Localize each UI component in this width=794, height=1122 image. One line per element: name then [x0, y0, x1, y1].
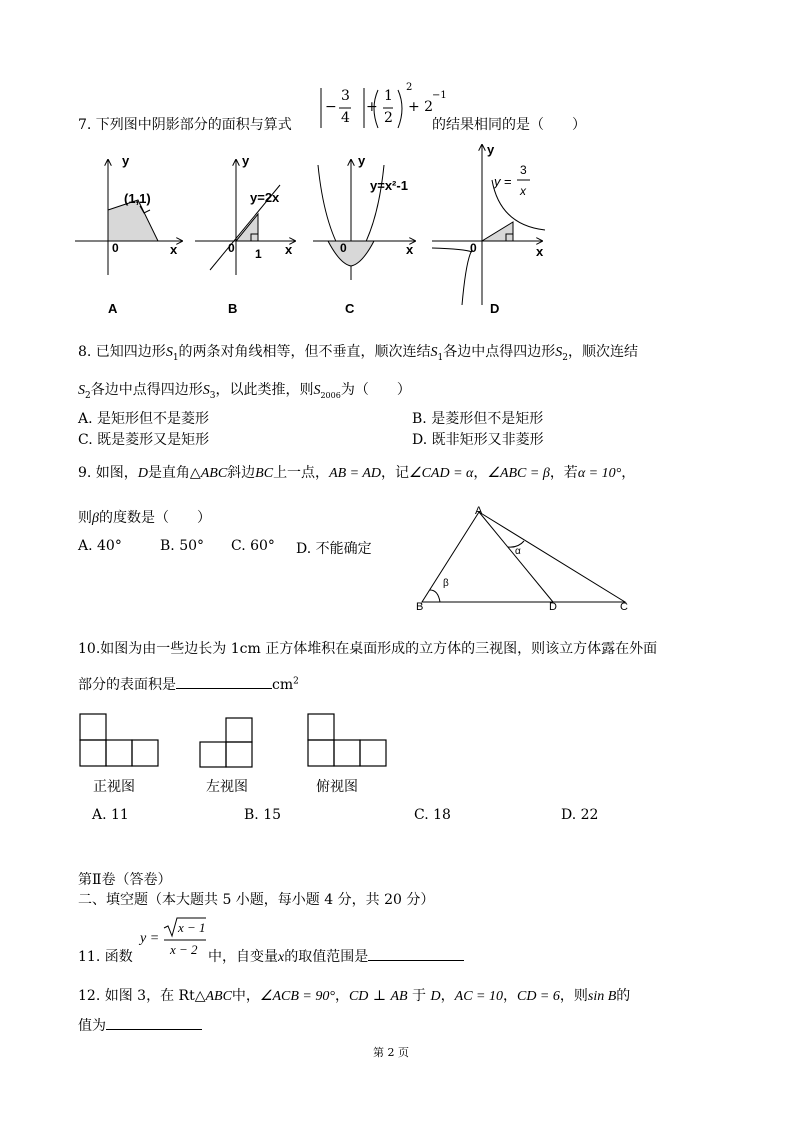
q9-triangle-figure — [410, 500, 640, 615]
s1-symbol: S — [165, 345, 173, 360]
q8-line2: $S_2$各边中点得四边形$S_3$，以此类推，则$S_{2006}$为（ ） — [78, 382, 411, 401]
q12-line1: 12. 如图 3，在 Rt△ABC中，∠ACB = 90°，CD ⊥ AB 于 D，AC = 10，CD = 6，则sin B的 — [78, 988, 631, 1004]
graph-a-x-label: x — [170, 242, 178, 257]
q11-rest: 中，自变量x的取值范围是 — [208, 946, 464, 966]
q9-option-b[interactable]: B. 50° — [160, 538, 205, 554]
graph-d-eq-num: 3 — [520, 163, 527, 177]
q10-option-b[interactable]: B. 15 — [244, 807, 282, 823]
fig-angle-beta: β — [443, 578, 449, 589]
q9-line1: 9. 如图，D是直角△ABC斜边BC上一点，AB = AD，记∠CAD = α，∠ABC = β，若α = 10°， — [78, 465, 636, 481]
section-subtitle: 二、填空题（本大题共 5 小题，每小题 4 分，共 20 分） — [78, 892, 435, 908]
q7-exponent: −1 — [432, 90, 447, 101]
fig-point-a: A — [475, 505, 483, 517]
graph-c — [313, 153, 415, 316]
q10-line1: 10.如图为由一些边长为 1cm 正方体堆积在桌面形成的立方体的三视图，则该立方体露在外面 — [78, 641, 658, 657]
q7-half-den: 2 — [384, 110, 393, 126]
graph-a-origin: 0 — [112, 241, 119, 255]
graph-b-line-label: y=2x — [250, 190, 280, 205]
top-view-label: 俯视图 — [316, 779, 358, 795]
graph-c-origin: 0 — [340, 241, 347, 255]
q9-option-a[interactable]: A. 40° — [78, 538, 122, 554]
q11-answer-blank[interactable] — [368, 960, 464, 961]
q7-half-num: 1 — [384, 88, 393, 104]
q7-square: 2 — [406, 82, 413, 93]
q10-line2: 部分的表面积是 $cm^2$ — [78, 676, 299, 693]
fig-point-d: D — [549, 601, 557, 613]
graph-a-point-label: (1,1) — [124, 191, 151, 206]
q9-option-d[interactable]: D. 不能确定 — [296, 541, 372, 557]
graph-d — [432, 142, 545, 316]
q8-option-b[interactable]: B. 是菱形但不是矩形 — [412, 411, 544, 427]
graph-a-y-label: y — [122, 153, 130, 168]
section-title: 第Ⅱ卷（答卷） — [78, 872, 172, 888]
q10-three-views — [78, 712, 388, 770]
graph-b-tick-1: 1 — [255, 247, 262, 261]
graph-b-label: B — [228, 301, 238, 316]
q10-option-d[interactable]: D. 22 — [561, 807, 599, 823]
q10-option-c[interactable]: C. 18 — [414, 807, 451, 823]
graph-d-eq-sign: = — [504, 174, 512, 189]
graph-b-origin: 0 — [228, 241, 235, 255]
graph-d-label: D — [490, 301, 500, 316]
q7-text: 7. 下列图中阴影部分的面积与算式 — [78, 117, 292, 133]
q7-plus: + — [366, 99, 378, 115]
q7-plus-two: + 2 — [408, 99, 434, 115]
graph-c-label: C — [345, 301, 355, 316]
graph-a — [75, 153, 182, 316]
q7-stem — [78, 114, 292, 134]
graph-d-x-label: x — [536, 244, 544, 259]
q12-answer-blank[interactable] — [106, 1029, 202, 1030]
q8-option-c[interactable]: C. 既是菱形又是矩形 — [78, 432, 210, 448]
q11-function: y = x − 1 x − 2 — [140, 916, 210, 962]
q9-option-c[interactable]: C. 60° — [231, 538, 275, 554]
graph-c-curve-label: y=x²-1 — [370, 178, 408, 193]
q8-option-a[interactable]: A. 是矩形但不是菱形 — [78, 411, 210, 427]
q7-frac-den: 4 — [341, 110, 350, 126]
q12-line2: 值为 — [78, 1015, 202, 1035]
front-view-label: 正视图 — [93, 779, 135, 795]
graph-d-eq-den: x — [520, 184, 526, 198]
q10-option-a[interactable]: A. 11 — [92, 807, 129, 823]
q10-answer-blank[interactable] — [176, 688, 272, 689]
graph-b-y-label: y — [242, 153, 250, 168]
q9-line2: 则β的度数是（ ） — [78, 510, 211, 526]
graph-a-label: A — [108, 301, 118, 316]
fig-point-b: B — [416, 601, 424, 613]
graph-d-eq-y: y — [494, 174, 501, 189]
q7-minus: − — [325, 99, 337, 115]
q7-tail: 的结果相同的是（ ） — [432, 117, 586, 133]
q7-graphs — [70, 140, 550, 325]
left-view-label: 左视图 — [206, 779, 248, 795]
q8-line1: 8. 已知四边形$S_1$的两条对角线相等，但不垂直，顺次连结$S_1$各边中点得四边形$S_2$，顺次连结 — [78, 344, 639, 363]
q11-lead: 11. 函数 — [78, 949, 133, 965]
graph-d-y-label: y — [487, 142, 495, 157]
graph-b-x-label: x — [285, 242, 293, 257]
q8-option-d[interactable]: D. 既非矩形又非菱形 — [412, 432, 544, 448]
page-number: 第 2 页 — [373, 1046, 409, 1059]
q7-frac-num: 3 — [341, 88, 350, 104]
graph-d-origin: 0 — [470, 241, 477, 255]
graph-c-y-label: y — [358, 153, 366, 168]
fig-angle-alpha: α — [515, 546, 521, 557]
graph-b — [195, 153, 295, 316]
graph-c-x-label: x — [406, 242, 414, 257]
fig-point-c: C — [620, 601, 628, 613]
